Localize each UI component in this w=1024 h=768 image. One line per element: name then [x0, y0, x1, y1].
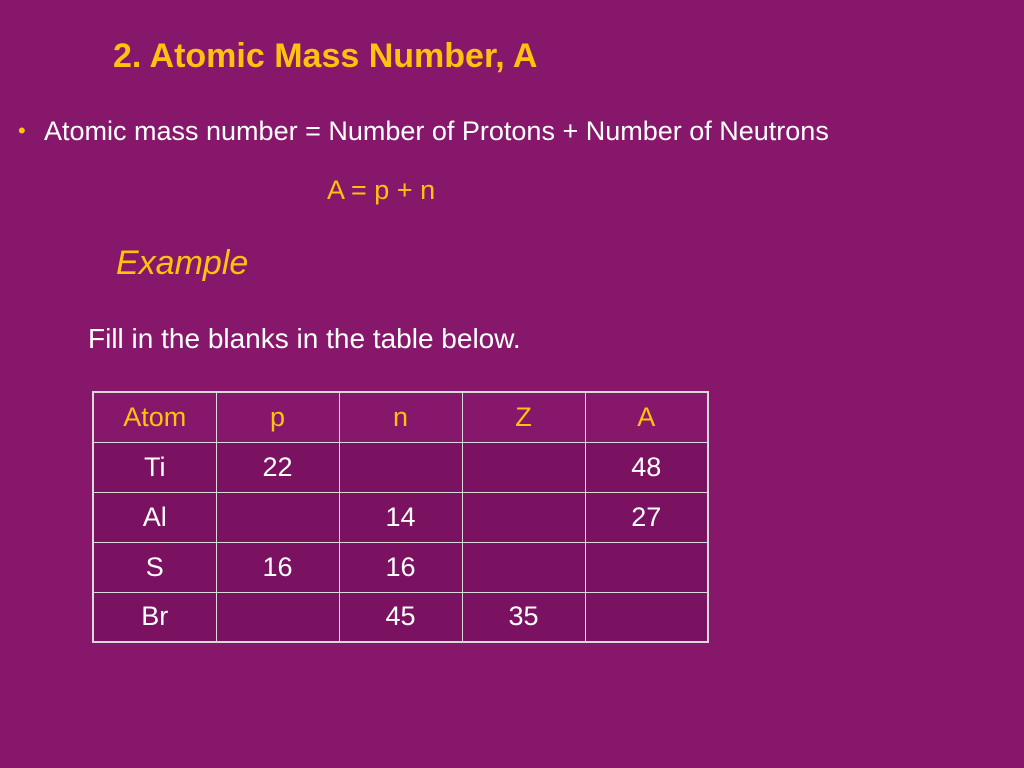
cell-atom: Ti [93, 442, 216, 492]
formula: A = p + n [327, 175, 436, 205]
example-heading: Example [116, 244, 249, 282]
cell-atom: S [93, 542, 216, 592]
cell-p: 16 [216, 542, 339, 592]
cell-z [462, 492, 585, 542]
header-z: Z [462, 392, 585, 442]
cell-a [585, 542, 708, 592]
header-a: A [585, 392, 708, 442]
table-row [93, 442, 708, 492]
header-atom: Atom [93, 392, 216, 442]
atom-table [92, 391, 709, 643]
table-row [93, 592, 708, 642]
slide-title: 2. Atomic Mass Number, A [113, 37, 538, 75]
cell-n: 16 [339, 542, 462, 592]
cell-p [216, 592, 339, 642]
cell-n: 14 [339, 492, 462, 542]
cell-p [216, 492, 339, 542]
cell-z [462, 542, 585, 592]
table-row [93, 542, 708, 592]
cell-z [462, 442, 585, 492]
bullet-marker: • [18, 118, 26, 143]
cell-atom: Al [93, 492, 216, 542]
table-header-row [93, 392, 708, 442]
instruction-text: Fill in the blanks in the table below. [88, 323, 521, 354]
cell-z: 35 [462, 592, 585, 642]
cell-n: 45 [339, 592, 462, 642]
cell-atom: Br [93, 592, 216, 642]
cell-a: 48 [585, 442, 708, 492]
definition-text: Atomic mass number = Number of Protons + Number of Neutrons [44, 116, 829, 146]
cell-a: 27 [585, 492, 708, 542]
header-n: n [339, 392, 462, 442]
definition-bullet [18, 115, 829, 147]
cell-a [585, 592, 708, 642]
table-row [93, 492, 708, 542]
cell-n [339, 442, 462, 492]
cell-p: 22 [216, 442, 339, 492]
header-p: p [216, 392, 339, 442]
